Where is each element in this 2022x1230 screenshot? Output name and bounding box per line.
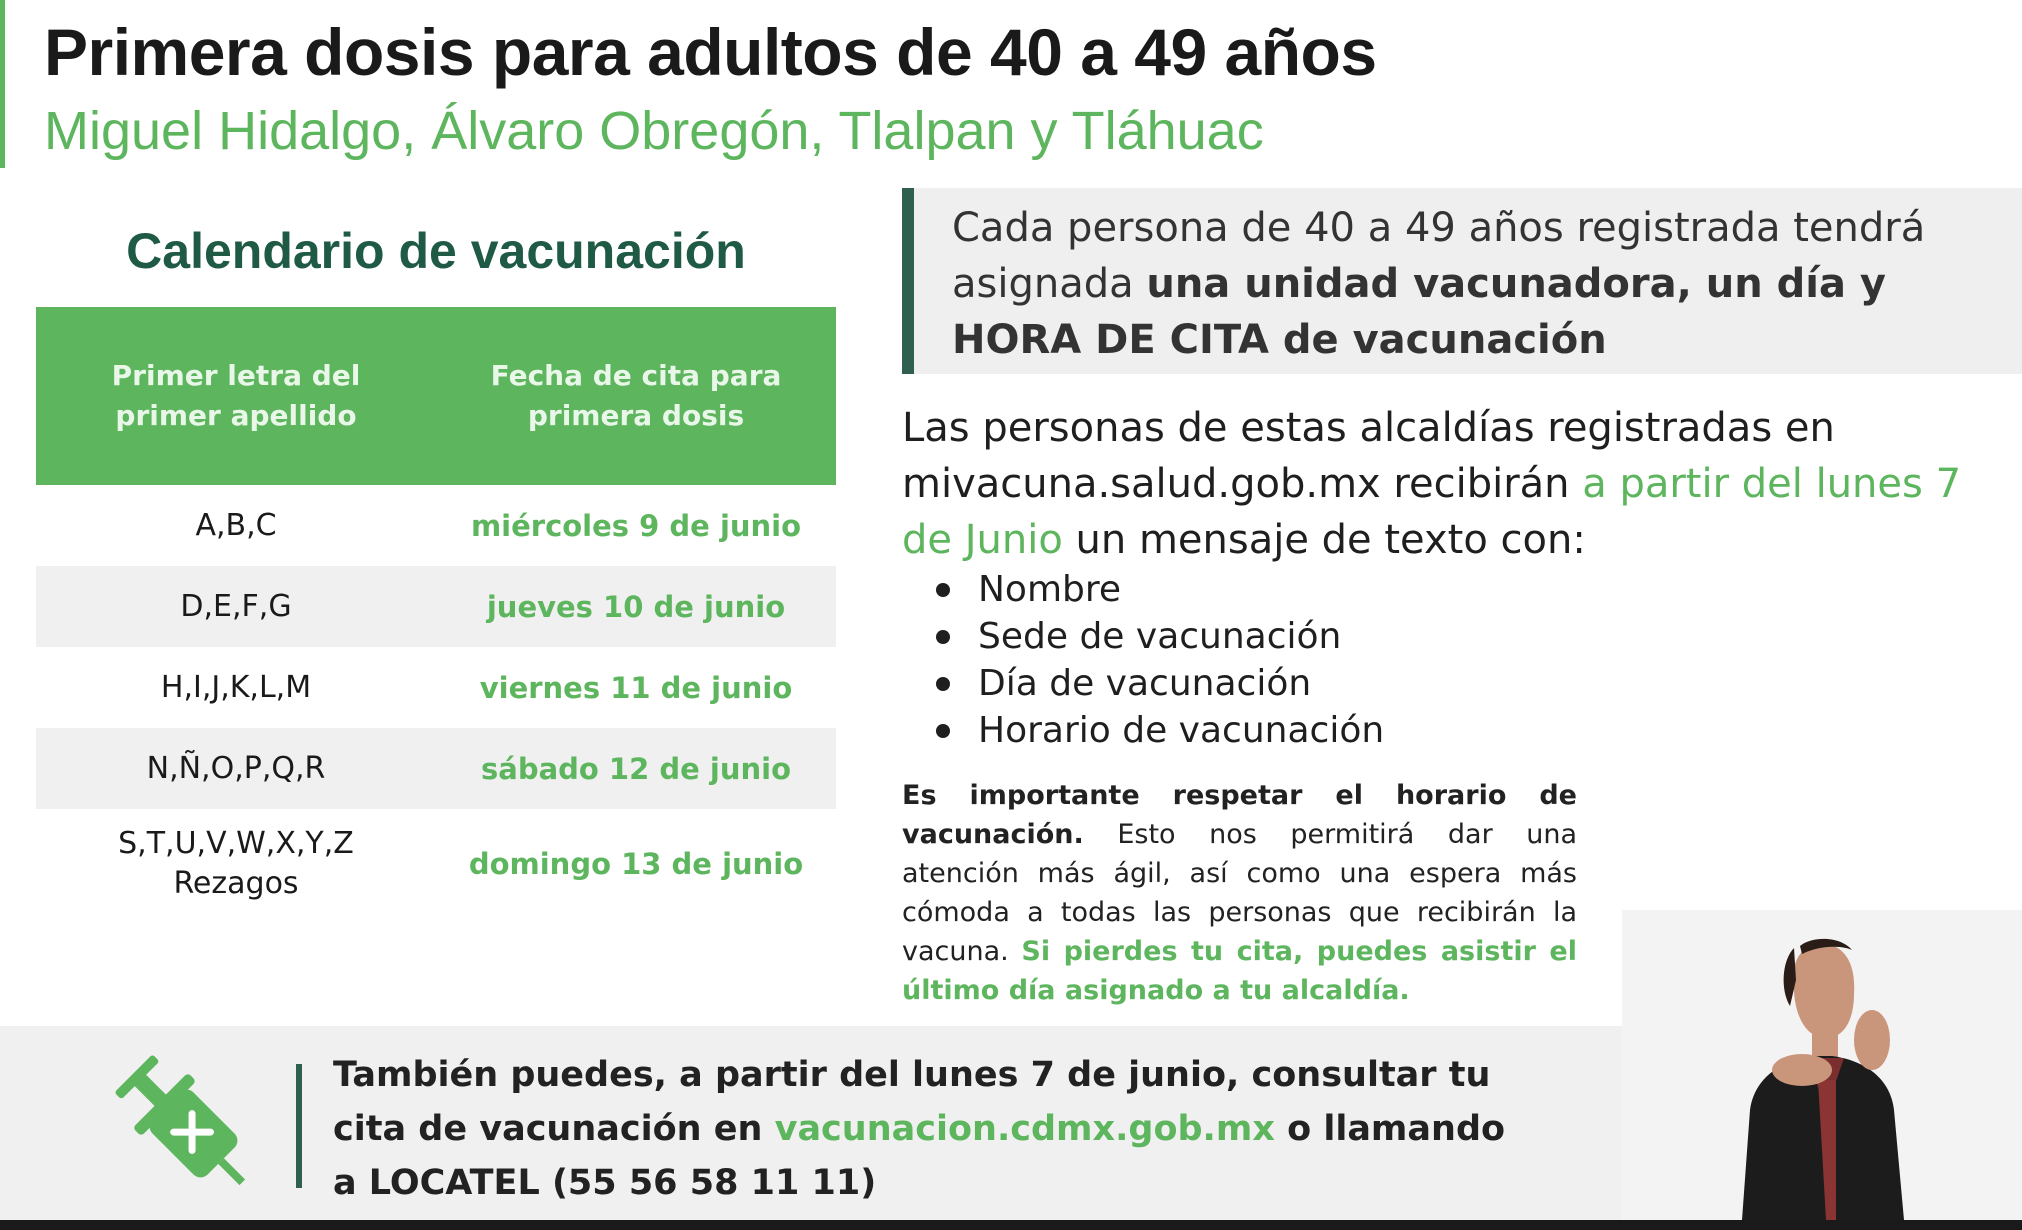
row-date: jueves 10 de junio bbox=[486, 589, 786, 624]
accent-bar bbox=[0, 0, 5, 168]
table-row bbox=[36, 809, 836, 919]
table-header bbox=[36, 307, 836, 485]
info-box bbox=[902, 188, 2022, 374]
list-item: Nombre bbox=[936, 566, 1384, 613]
column-header-letter: Primer letra del primer apellido bbox=[111, 359, 361, 432]
row-letters: H,I,J,K,L,M bbox=[160, 669, 312, 705]
message-bullets bbox=[936, 566, 1384, 754]
table-row bbox=[36, 728, 836, 809]
bottom-border bbox=[0, 1220, 2022, 1230]
calendar-title: Calendario de vacunación bbox=[126, 223, 746, 279]
calendar-table bbox=[36, 307, 836, 919]
footer-divider bbox=[296, 1064, 302, 1188]
column-header-date: Fecha de cita para primera dosis bbox=[490, 359, 782, 432]
row-date: viernes 11 de junio bbox=[479, 670, 793, 705]
interpreter-figure bbox=[1622, 910, 2022, 1220]
table-row bbox=[36, 647, 836, 728]
page-subtitle: Miguel Hidalgo, Álvaro Obregón, Tlalpan y Tláhuac bbox=[44, 101, 1264, 161]
important-note: Es importante respetar el horario de vacunación. Esto nos permitirá dar una atención más ágil, así como una espera más cómoda a todas las personas que recibirán la vacuna. Si pierdes tu cita, puedes asistir el último día asignado a tu alcaldía. bbox=[902, 780, 1577, 1006]
bullet-icon bbox=[936, 724, 950, 738]
info-box-text: Cada persona de 40 a 49 años registrada tendrá asignada una unidad vacunadora, un día y HORA DE CITA de vacunación bbox=[952, 205, 1926, 363]
bullet-icon bbox=[936, 677, 950, 691]
row-date: miércoles 9 de junio bbox=[470, 508, 802, 543]
bullet-icon bbox=[936, 583, 950, 597]
info-box-bar bbox=[902, 188, 914, 374]
footer-link[interactable]: vacunacion.cdmx.gob.mx bbox=[774, 1109, 1275, 1149]
row-date: sábado 12 de junio bbox=[480, 751, 791, 786]
row-letters: S,T,U,V,W,X,Y,Z Rezagos bbox=[118, 826, 354, 901]
table-row bbox=[36, 485, 836, 566]
sign-language-interpreter bbox=[1622, 910, 2022, 1220]
list-item: Horario de vacunación bbox=[936, 707, 1384, 754]
message-highlight: a partir del lunes 7 de Junio bbox=[902, 461, 1962, 563]
list-item: Sede de vacunación bbox=[936, 613, 1384, 660]
page-title: Primera dosis para adultos de 40 a 49 años bbox=[44, 15, 1377, 89]
table-row bbox=[36, 566, 836, 647]
message-paragraph: Las personas de estas alcaldías registradas en mivacuna.salud.gob.mx recibirán a partir del lunes 7 de Junio un mensaje de texto con: bbox=[902, 405, 1962, 563]
list-item: Día de vacunación bbox=[936, 660, 1384, 707]
footer-text: También puedes, a partir del lunes 7 de junio, consultar tu cita de vacunación en vacunacion.cdmx.gob.mx o llamando a LOCATEL (55 56 58 11 11) bbox=[333, 1055, 1506, 1203]
syringe-icon bbox=[100, 1040, 270, 1210]
bullet-icon bbox=[936, 630, 950, 644]
row-letters: N,Ñ,O,P,Q,R bbox=[146, 750, 326, 786]
row-letters: A,B,C bbox=[195, 507, 277, 543]
row-letters: D,E,F,G bbox=[180, 588, 292, 624]
note-highlight: Si pierdes tu cita, puedes asistir el último día asignado a tu alcaldía. bbox=[902, 936, 1577, 1006]
row-date: domingo 13 de junio bbox=[468, 847, 804, 881]
